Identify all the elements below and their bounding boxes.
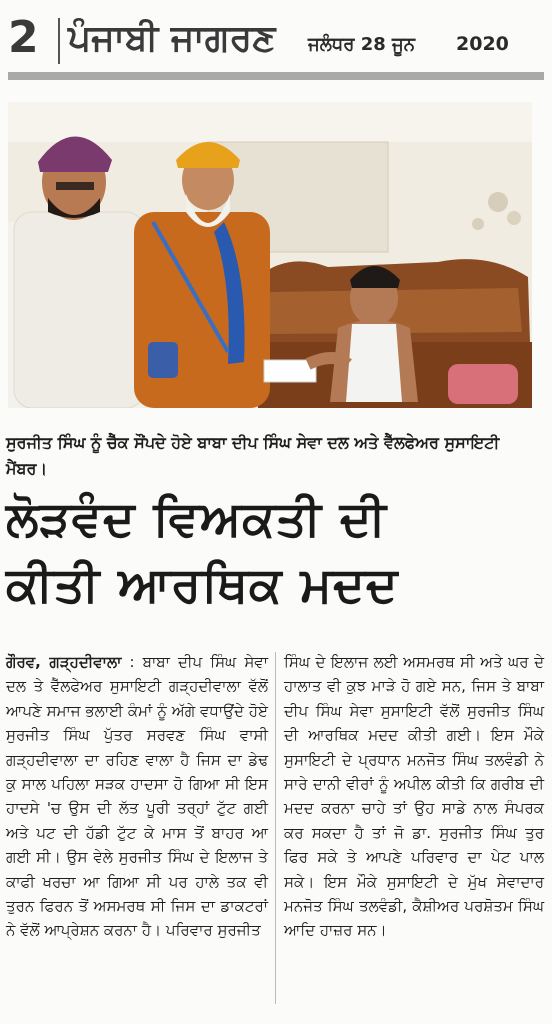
masthead-rule: [8, 72, 544, 80]
article-column-right: [284, 650, 544, 943]
edition-city-date: ਜਲੰਧਰ 28 ਜੂਨ: [308, 34, 416, 55]
article-left-text: : ਬਾਬਾ ਦੀਪ ਸਿੰਘ ਸੇਵਾ ਦਲ ਤੇ ਵੈੱਲਫੇਅਰ ਸੁਸਾਇਟੀ ਗੜ੍ਹਦੀਵਾਲਾ ਵੱਲੋਂ ਆਪਣੇ ਸਮਾਜ ਭਲਾਈ ਕੰਮਾਂ ਨੂੰ ਅੱਗੇ ਵਧਾਉਂਦੇ ਹੋਏ ਸੁਰਜੀਤ ਸਿੰਘ ਪੁੱਤਰ ਸਰਵਣ ਸਿੰਘ ਵਾਸੀ ਗੜ੍ਹਦੀਵਾਲਾ ਦਾ ਰਹਿਣ ਵਾਲਾ ਹੈ ਜਿਸ ਦਾ ਡੇਢ ਕੁ ਸਾਲ ਪਹਿਲਾ ਸੜਕ ਹਾਦਸਾ ਹੋ ਗਿਆ ਸੀ ਇਸ ਹਾਦਸੇ 'ਚ ਉਸ ਦੀ ਲੱਤ ਪੂਰੀ ਤਰ੍ਹਾਂ ਟੁੱਟ ਗਈ ਅਤੇ ਪਟ ਦੀ ਹੱਡੀ ਟੁੱਟ ਕੇ ਮਾਸ ਤੋਂ ਬਾਹਰ ਆ ਗਈ ਸੀ। ਉਸ ਵੇਲੇ ਸੁਰਜੀਤ ਸਿੰਘ ਦੇ ਇਲਾਜ ਤੇ ਕਾਫੀ ਖਰਚਾ ਆ ਗਿਆ ਸੀ ਪਰ ਹਾਲੇ ਤਕ ਵੀ ਤੁਰਨ ਫਿਰਨ ਤੋਂ ਅਸਮਰਥ ਸੀ ਜਿਸ ਦਾ ਡਾਕਟਰਾਂ ਨੇ ਵੱਲੋਂ ਆਪ੍ਰੇਸ਼ਨ ਕਰਨਾ ਹੈ। ਪਰਿਵਾਰ ਸੁਰਜੀਤ: [6, 653, 268, 940]
news-photo: [8, 102, 532, 408]
newspaper-name: ਪੰਜਾਬੀ ਜਾਗਰਣ: [68, 18, 276, 59]
article-dateline: ਗੌਰਵ, ਗੜ੍ਹਦੀਵਾਲਾ: [6, 653, 122, 671]
masthead: [0, 0, 552, 84]
article-right-text: ਸਿੰਘ ਦੇ ਇਲਾਜ ਲਈ ਅਸਮਰਥ ਸੀ ਅਤੇ ਘਰ ਦੇ ਹਾਲਾਤ ਵੀ ਕੁਝ ਮਾੜੇ ਹੋ ਗਏ ਸਨ, ਜਿਸ ਤੇ ਬਾਬਾ ਦੀਪ ਸਿੰਘ ਸੇਵਾ ਸੁਸਾਇਟੀ ਵੱਲੋਂ ਸੁਰਜੀਤ ਸਿੰਘ ਦੀ ਆਰਥਿਕ ਮਦਦ ਕੀਤੀ ਗਈ। ਇਸ ਮੌਕੇ ਸੁਸਾਇਟੀ ਦੇ ਪ੍ਰਧਾਨ ਮਨਜੋਤ ਸਿੰਘ ਤਲਵੰਡੀ ਨੇ ਸਾਰੇ ਦਾਨੀ ਵੀਰਾਂ ਨੂੰ ਅਪੀਲ ਕੀਤੀ ਕਿ ਗਰੀਬ ਦੀ ਮਦਦ ਕਰਨਾ ਚਾਹੇ ਤਾਂ ਉਹ ਸਾਡੇ ਨਾਲ ਸੰਪਰਕ ਕਰ ਸਕਦਾ ਹੈ ਤਾਂ ਜੋ ਡਾ. ਸੁਰਜੀਤ ਸਿੰਘ ਤੁਰ ਫਿਰ ਸਕੇ ਤੇ ਆਪਣੇ ਪਰਿਵਾਰ ਦਾ ਪੇਟ ਪਾਲ ਸਕੇ। ਇਸ ਮੌਕੇ ਸੁਸਾਇਟੀ ਦੇ ਮੁੱਖ ਸੇਵਾਦਾਰ ਮਨਜੋਤ ਸਿੰਘ ਤਲਵੰਡੀ, ਕੈਸ਼ੀਅਰ ਪਰਸ਼ੋਤਮ ਸਿੰਘ ਆਦਿ ਹਾਜ਼ਰ ਸਨ।: [284, 653, 544, 940]
news-photo-illustration: [8, 102, 532, 408]
headline: [6, 486, 546, 618]
headline-line-2: ਕੀਤੀ ਆਰਥਿਕ ਮਦਦ: [6, 557, 399, 613]
edition-year: 2020: [456, 33, 509, 55]
article-column-left: [6, 650, 268, 943]
page-number: 2: [8, 12, 39, 63]
column-divider: [275, 652, 276, 1004]
masthead-divider: [58, 18, 60, 64]
photo-caption: ਸੁਰਜੀਤ ਸਿੰਘ ਨੂੰ ਚੈੱਕ ਸੌਂਪਦੇ ਹੋਏ ਬਾਬਾ ਦੀਪ ਸਿੰਘ ਸੇਵਾ ਦਲ ਅਤੇ ਵੈੱਲਫੇਅਰ ਸੁਸਾਇਟੀ ਮੈਂਬਰ।: [6, 433, 500, 478]
headline-line-1: ਲੋੜਵੰਦ ਵਿਅਕਤੀ ਦੀ: [6, 491, 387, 547]
